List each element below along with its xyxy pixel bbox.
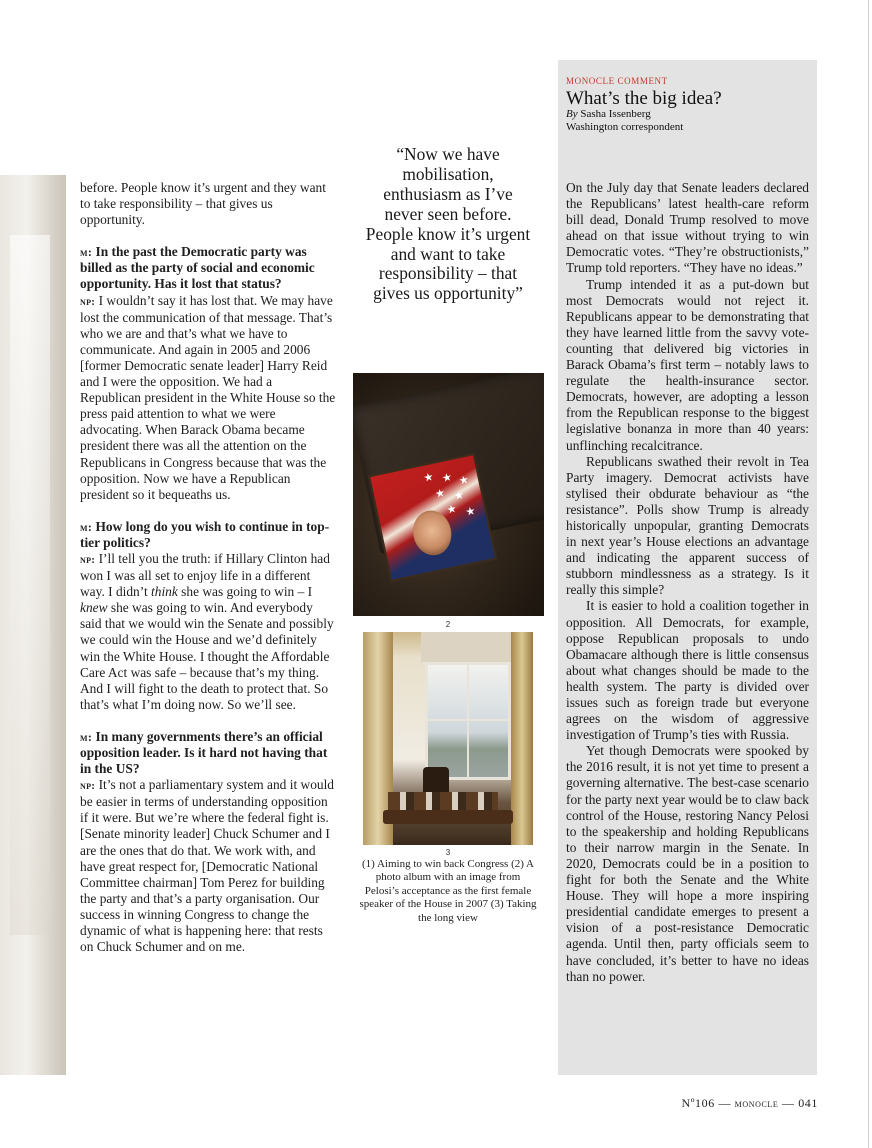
qa-block bbox=[80, 519, 336, 713]
photo-album-image bbox=[353, 373, 544, 616]
star-icon: ★ bbox=[457, 473, 471, 488]
page-edge-rule bbox=[868, 0, 869, 1148]
photo-number: 2 bbox=[445, 620, 451, 629]
comment-body bbox=[566, 180, 809, 985]
comment-title: What’s the big idea? bbox=[566, 88, 722, 109]
pull-quote: “Now we have mobilisation, enthusiasm as I’ve never seen before. People know it’s urgent and want to take responsibility – that gives us opportunity” bbox=[365, 144, 531, 304]
star-icon: ★ bbox=[434, 486, 447, 501]
qa-block bbox=[80, 729, 336, 955]
background-photo-edge bbox=[0, 175, 66, 1075]
star-icon: ★ bbox=[464, 505, 477, 519]
curtain-right bbox=[511, 632, 533, 845]
star-icon: ★ bbox=[452, 489, 466, 503]
flag-photo-inset bbox=[368, 453, 497, 582]
page-folio: Nº106 — monocle — 041 bbox=[681, 1096, 818, 1110]
star-icon: ★ bbox=[445, 502, 458, 517]
interview-column bbox=[80, 180, 336, 955]
star-icon: ★ bbox=[422, 471, 435, 485]
picture-frames bbox=[388, 792, 498, 810]
question: m: In the past the Democratic party was billed as the party of social and economic opportunity. Has it lost that status? bbox=[80, 244, 315, 292]
photo-number: 3 bbox=[445, 848, 451, 857]
console-table bbox=[383, 810, 513, 824]
section-kicker: MONOCLE COMMENT bbox=[566, 76, 668, 86]
photo-caption: (1) Aiming to win back Congress (2) A photo album with an image from Pelosi’s acceptance as the first female speaker of the House in 2007 (3) Taking the long view bbox=[359, 858, 537, 924]
answer: np: It’s not a parliamentary system and it would be easier in terms of understanding opposition if it were. But we’re where the federal fight is. [Senate minority leader] Chuck Schumer and I are the ones that do that. We work with, and have great respect for, [Democratic National Committee chairman] Tom Perez for building the party and that’s a party organisation. Our success in winning Congress to change the dynamic of what is happening here: that rests on Chuck Schumer and on me. bbox=[80, 777, 334, 955]
answer: np: I wouldn’t say it has lost that. We may have lost the communication of that message. That’s who we are and that’s what we have to communicate. And again in 2005 and 2006 [former Democratic senate leader] Harry Reid and I were the opposition. We had a Republican president in the White House so the press paid attention to what we were advocating. When Barack Obama became president there was all the attention on the Republicans in Congress because that was the opposition. Now we have a Republican president so it bequeaths us. bbox=[80, 292, 336, 502]
continuation-text: before. People know it’s urgent and they want to take responsibility – that gives us opportunity. bbox=[80, 180, 326, 228]
star-icon: ★ bbox=[440, 471, 454, 486]
window-blind bbox=[421, 632, 511, 662]
question: m: How long do you wish to continue in top-tier politics? bbox=[80, 518, 330, 550]
answer: np: I’ll tell you the truth: if Hillary Clinton had won I was all set to enjoy life in a different way. I didn’t think she was going to win – I knew she was going to win. And everybody said that we would win the Senate and possibly we could win the House and we’d definitely win the White House. I thought the Affordable Care Act was safe – because that’s my thing. And I will fight to the death to protect that. So that’s what I’m doing now. So we’ll see. bbox=[80, 550, 334, 712]
office-window-photo bbox=[363, 632, 533, 845]
paragraph: On the July day that Senate leaders declared the Republicans’ latest health-care reform bill dead, Donald Trump resolved to move ahead on that issue without trying to win Democratic votes. “They’re obstructionists,” Trump told reporters. “They have no ideas.” bbox=[566, 180, 809, 276]
byline: By Sasha Issenberg Washington correspondent bbox=[566, 108, 684, 133]
paragraph: Yet though Democrats were spooked by the 2016 result, it is not yet time to present a governing alternative. The best-case scenario for the party next year would be to claw back control of the House, restoring Nancy Pelosi to the speakership and holding Republicans to their narrow margin in the Senate. In 2020, Democrats could be in a position to fight for both the Senate and the White House. They will hope a more inspiring presidential candidate emerges to present a vision of a post-resistance Democratic agenda. Until then, party officials seem to have concluded, it’s better to have no ideas than no power. bbox=[566, 743, 809, 984]
question: m: In many governments there’s an official opposition leader. Is it hard not having that in the US? bbox=[80, 728, 328, 777]
qa-block bbox=[80, 244, 336, 503]
paragraph: Republicans swathed their revolt in Tea Party imagery. Democrat activists have stylised their obdurate behaviour as “the resistance”. Polls show Trump is already historically unpopular, granting Democrats in next year’s House elections an advantage and indicating the apparent success of stubborn mindlessness as a strategy. Is it really this simple? bbox=[566, 453, 809, 598]
window-view bbox=[425, 662, 511, 780]
paragraph: It is easier to hold a coalition together in opposition. All Democrats, for example, oppose Republican proposals to undo Obamacare although there is little consensus about what changes should be made to the health system. The party is divided over issues such as foreign trade but everyone agrees on the wisdom of aggressive investigation of Trump’s ties with Russia. bbox=[566, 598, 809, 743]
paragraph: Trump intended it as a put-down but most Democrats would not reject it. Republicans appear to be demonstrating that they have learned little from the savvy vote-counting that delivered big victories in Barack Obama’s first term – notably laws to regulate the health-insurance sector. Democrats, however, are adopting a lesson from the Republican response to the biggest legislative bonanza in more than 40 years: unflinching recalcitrance. bbox=[566, 276, 809, 453]
